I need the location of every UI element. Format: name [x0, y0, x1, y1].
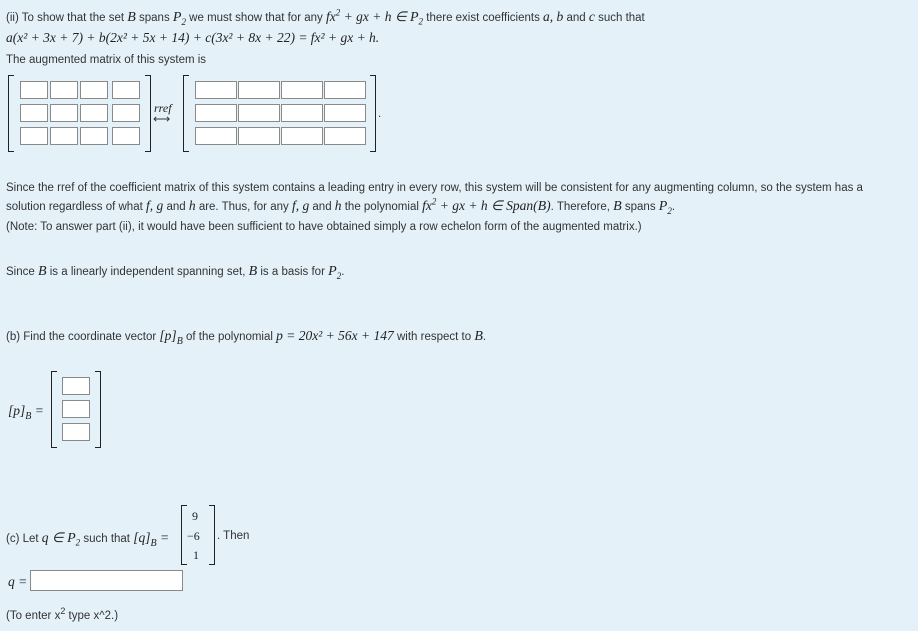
system-equation: a(x² + 3x + 7) + b(2x² + 5x + 14) + c(3x² + 8x + 22) = fx² + gx + h. [6, 30, 380, 45]
part-c-question [6, 530, 169, 547]
text: spans [139, 12, 170, 24]
text: such that [598, 12, 645, 24]
basis-text: Since B is a linearly independent spanning set, B is a basis for $P_2$. [6, 264, 345, 281]
set-B: B [613, 199, 622, 214]
var-h: h [334, 198, 342, 213]
aug-cell[interactable] [80, 81, 108, 99]
text: are. Thus, for any [198, 201, 289, 213]
text: (b) Find the coordinate vector [6, 331, 157, 343]
vector-entry: 1 [193, 548, 199, 562]
rref-label: rref [154, 101, 172, 115]
text: we must show that for any [189, 12, 323, 24]
consistency-line2: solution regardless of what f, g and h are. Thus, for any f, g and h the polynomial $fx^2$ + gx + h ∈ Span(B). Therefore, B spans $P_2$. [6, 196, 676, 216]
var-h: h [188, 198, 196, 213]
aug-cell[interactable] [80, 127, 108, 145]
text: (ii) To show that the set [6, 12, 125, 24]
rref-cell[interactable] [195, 127, 237, 145]
rref-cell[interactable] [324, 127, 366, 145]
then-text: . Then [217, 530, 250, 542]
text: there exist coefficients [426, 12, 540, 24]
augmented-text: The augmented matrix of this system is [6, 54, 207, 66]
text: with respect to [396, 331, 472, 343]
text: spans [624, 201, 656, 213]
coord-q: $[q]_B$ = [133, 530, 170, 549]
q-in-P2: q ∈ $P_2$ [41, 530, 81, 548]
consistency-line1: Since the rref of the coefficient matrix of this system contains a leading entry in every row, this system will be consistent for any augmenting column, so the system has a [6, 182, 863, 194]
text: is a basis for [260, 266, 325, 278]
coord-p: $[p]_B$ [159, 328, 183, 347]
vector-entry: 9 [192, 509, 198, 523]
poly-fgh: $fx^2$ + gx + h ∈ $P_2$ [325, 7, 424, 27]
aug-cell[interactable] [50, 104, 78, 122]
text: type x^2.) [65, 610, 119, 622]
coord-cell[interactable] [62, 423, 90, 441]
coef-c: c [588, 9, 595, 24]
coef-ab: a, b [543, 9, 564, 24]
coord-cell[interactable] [62, 400, 90, 418]
rref-cell[interactable] [281, 81, 323, 99]
aug-cell[interactable] [50, 81, 78, 99]
text: [p] [8, 403, 26, 418]
matrix-period: . [378, 108, 382, 120]
q-label: q = [8, 574, 28, 589]
rref-cell[interactable] [238, 104, 280, 122]
right-bracket [209, 505, 215, 565]
note-text: (Note: To answer part (ii), it would have been sufficient to have obtained simply a row echelon form of the augmented matrix.) [6, 221, 642, 233]
set-B: B [248, 264, 258, 279]
rref-cell[interactable] [324, 81, 366, 99]
poly-span: $fx^2$ + gx + h ∈ Span(B) [422, 196, 551, 214]
text: and [566, 12, 586, 24]
text: Since [6, 266, 35, 278]
set-B: B [37, 264, 47, 279]
double-arrow-icon: ⟷ [153, 112, 171, 126]
rref-cell[interactable] [195, 81, 237, 99]
aug-cell[interactable] [112, 81, 140, 99]
set-B: B [127, 10, 136, 25]
coord-label: $[p]_B$ = [8, 403, 44, 422]
text: . Therefore, [550, 201, 610, 213]
left-bracket [8, 75, 14, 152]
set-P2: $P_2$ [328, 264, 342, 281]
text: (c) Let [6, 533, 39, 545]
part-b-question: (b) Find the coordinate vector $[p]_B$ of the polynomial p = 20x² + 56x + 147 with respect to B. [6, 328, 487, 347]
rref-cell[interactable] [238, 127, 280, 145]
aug-cell[interactable] [20, 104, 48, 122]
set-B: B [474, 329, 483, 344]
rref-cell[interactable] [195, 104, 237, 122]
aug-cell[interactable] [20, 127, 48, 145]
rref-cell[interactable] [281, 104, 323, 122]
rref-cell[interactable] [238, 81, 280, 99]
aug-cell[interactable] [80, 104, 108, 122]
left-bracket [51, 371, 57, 448]
right-bracket [370, 75, 376, 152]
aug-cell[interactable] [50, 127, 78, 145]
vector-entry: −6 [187, 529, 200, 543]
right-bracket [95, 371, 101, 448]
aug-cell[interactable] [112, 104, 140, 122]
q-input[interactable] [30, 570, 183, 591]
text: (To enter x [6, 610, 61, 622]
text: the polynomial [344, 201, 419, 213]
text: such that [83, 533, 130, 545]
vars-fgh: f, g [146, 198, 164, 213]
left-bracket [183, 75, 189, 152]
exponent-hint: (To enter $x^2$ type x^2.) [6, 606, 119, 622]
text: solution regardless of what [6, 201, 143, 213]
coord-cell[interactable] [62, 377, 90, 395]
rref-cell[interactable] [281, 127, 323, 145]
text: is a linearly independent spanning set, [49, 266, 246, 278]
vars-fgh: f, g [291, 198, 310, 213]
part-ii-intro [6, 9, 645, 26]
text: of the polynomial [186, 331, 273, 343]
set-P2: $P_2$ [658, 199, 672, 216]
aug-cell[interactable] [20, 81, 48, 99]
polynomial-p: p = 20x² + 56x + 147 [276, 328, 394, 343]
right-bracket [145, 75, 151, 152]
aug-cell[interactable] [112, 127, 140, 145]
set-P2: $P_2$ [172, 10, 186, 27]
rref-cell[interactable] [324, 104, 366, 122]
